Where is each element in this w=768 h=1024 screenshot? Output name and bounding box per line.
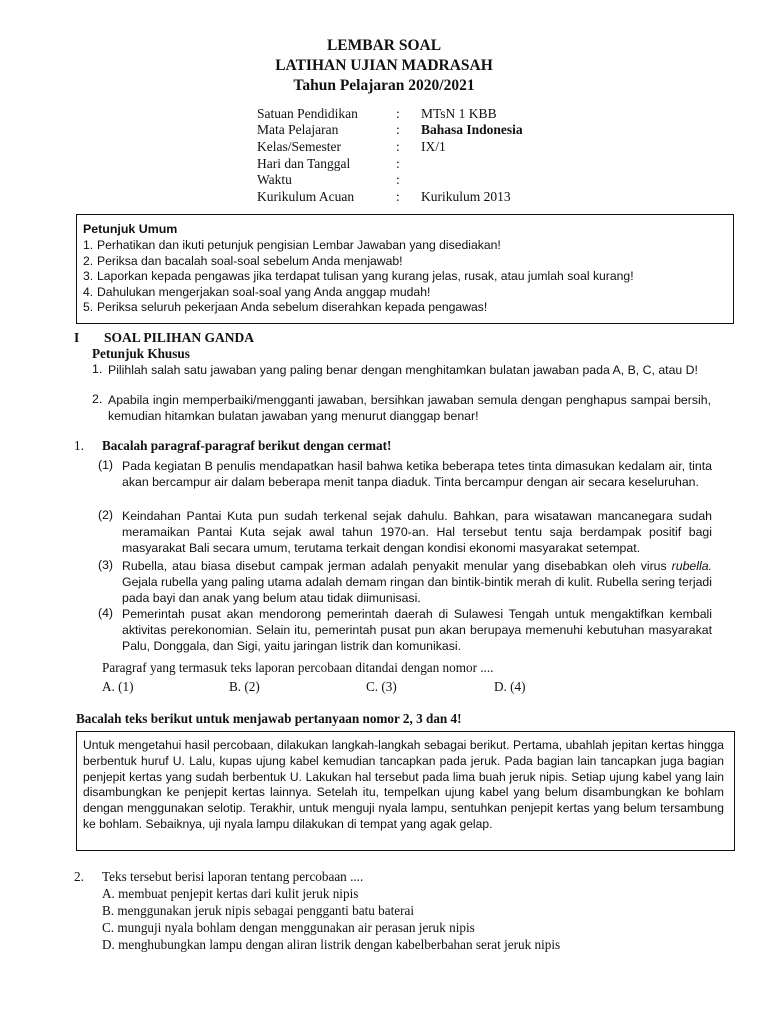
paragraph-text: Keindahan Pantai Kuta pun sudah terkenal sejak dahulu. Bahkan, para wisatawan mancanegara sudah meramaikan Pantai Kuta sejak awal tahun 1970-an. Hal tersebut tentu saja berdampak positif bagi masyarakat Bali secara umum, terutama terkait dengan kondisi ekonomi masyarakat setempat. — [122, 509, 712, 555]
general-instructions-title: Petunjuk Umum — [83, 222, 178, 236]
info-value: MTsN 1 KBB — [421, 106, 497, 121]
info-label: Satuan Pendidikan — [257, 106, 358, 121]
info-colon: : — [396, 189, 400, 204]
exam-title: LATIHAN UJIAN MADRASAH — [275, 57, 493, 74]
info-label: Hari dan Tanggal — [257, 156, 351, 171]
general-instruction-item — [83, 238, 501, 252]
reading-instruction: Bacalah teks berikut untuk menjawab pertanyaan nomor 2, 3 dan 4! — [76, 711, 462, 726]
reading-text: Untuk mengetahui hasil percobaan, dilakukan langkah-langkah sebagai berikut. Pertama, ubahlah jepitan kertas hingga berbentuk huruf U. Lalu, kupas ujung kabel kemudian tancapkan pada jeruk. Pada bagian lain tancapkan juga bagian penjepit kertas yang sudah berbentuk U. Lakukan hal tersebut pada lima buah jeruk nipis. Setiap ujung kabel yang lain disambungkan ke penjepit kertas lainnya. Setelah itu, tempelkan ujung kabel yang belum disambungkan ke bohlam dengan menggunakan selotip. Terakhir, untuk menguji nyala lampu, sentuhkan penjepit kertas yang belum tersambung ke bohlam. Sebaiknya, uji nyala lampu dilakukan di tempat yang agak gelap. — [83, 738, 724, 831]
paragraph-text-part: Gejala rubella yang paling utama adalah demam ringan dan bintik-bintik merah di kulit. Rubella sering terjadi pada bayi dan anak yang belum atau tidak diimunisasi. — [122, 575, 712, 605]
item-text: Dahulukan mengerjakan soal-soal yang Anda anggap mudah! — [97, 285, 431, 299]
answer-option-d[interactable]: D. (4) — [494, 679, 526, 694]
school-year: Tahun Pelajaran 2020/2021 — [293, 77, 475, 94]
special-instruction-text: Apabila ingin memperbaiki/mengganti jawaban, bersihkan jawaban semula dengan penghapus sampai bersih, kemudian hitamkan bulatan jawaban yang menurut dianggap benar! — [108, 393, 711, 423]
item-number: 3. — [83, 269, 94, 283]
question-text: Paragraf yang termasuk teks laporan percobaan ditandai dengan nomor .... — [102, 660, 494, 675]
paragraph-number: (3) — [98, 558, 114, 572]
question-text: Teks tersebut berisi laporan tentang percobaan .... — [102, 869, 364, 884]
item-number: 1. — [83, 238, 94, 252]
general-instruction-item — [83, 300, 487, 314]
question-instruction: Bacalah paragraf-paragraf berikut dengan cermat! — [102, 438, 392, 453]
info-colon: : — [396, 156, 400, 171]
item-text: Periksa seluruh pekerjaan Anda sebelum diserahkan kepada pengawas! — [97, 300, 488, 314]
item-text: Laporkan kepada pengawas jika terdapat tulisan yang kurang jelas, rusak, atau jumlah soal kurang! — [97, 269, 634, 283]
sheet-title: LEMBAR SOAL — [326, 37, 442, 54]
answer-option-a[interactable]: A. (1) — [102, 679, 134, 694]
paragraph-text: Pada kegiatan B penulis mendapatkan hasil bahwa ketika beberapa tetes tinta dimasukan kedalam air, tinta akan bercampur air dalam beberapa menit tanpa diaduk. Tinta bercampur dengan air secara keseluruhan. — [122, 459, 712, 489]
info-value: Bahasa Indonesia — [421, 122, 523, 137]
virus-name-italic: rubella. — [671, 559, 712, 573]
paragraph-number: (4) — [98, 606, 114, 620]
item-text: Perhatikan dan ikuti petunjuk pengisian Lembar Jawaban yang disediakan! — [97, 238, 501, 252]
paragraph-text: Pemerintah pusat akan mendorong pemerintah daerah di Sulawesi Tengah untuk mengaktifkan kembali aktivitas perekonomian. Selain itu, pemerintah pusat pun akan berupaya memenuhi kebutuhan masyarakat Palu, Donggala, dan Sigi, yaitu jaringan listrik dan komunikasi. — [122, 607, 712, 653]
paragraph-text — [122, 558, 712, 606]
answer-option-a[interactable]: A. membuat penjepit kertas dari kulit jeruk nipis — [102, 886, 359, 901]
section-roman: I — [74, 330, 80, 345]
info-colon: : — [396, 106, 400, 121]
info-colon: : — [396, 122, 400, 137]
paragraph-text-part: Rubella, atau biasa disebut campak jerman adalah penyakit menular yang disebabkan oleh virus — [122, 559, 672, 573]
answer-option-d[interactable]: D. menghubungkan lampu dengan aliran listrik dengan kabelberbahan serat jeruk nipis — [102, 937, 561, 952]
item-number: 2. — [83, 254, 94, 268]
special-instruction-text: Pilihlah salah satu jawaban yang paling benar dengan menghitamkan bulatan jawaban pada A, B, C, atau D! — [108, 363, 698, 377]
info-label: Waktu — [257, 172, 292, 187]
item-number: 4. — [83, 285, 94, 299]
general-instruction-item — [83, 285, 430, 299]
special-instruction-number: 1. — [92, 362, 103, 376]
answer-option-b[interactable]: B. (2) — [229, 679, 260, 694]
general-instruction-item — [83, 254, 403, 268]
item-number: 5. — [83, 300, 94, 314]
paragraph-number: (2) — [98, 508, 114, 522]
general-instruction-item — [83, 269, 634, 283]
question-number: 1. — [74, 438, 84, 453]
answer-option-b[interactable]: B. menggunakan jeruk nipis sebagai pengganti batu baterai — [102, 903, 415, 918]
info-value: IX/1 — [421, 139, 446, 154]
info-label: Kurikulum Acuan — [257, 189, 355, 204]
info-value: Kurikulum 2013 — [421, 189, 511, 204]
answer-option-c[interactable]: C. munguji nyala bohlam dengan menggunakan air perasan jeruk nipis — [102, 920, 475, 935]
section-title: SOAL PILIHAN GANDA — [104, 330, 255, 345]
question-number: 2. — [74, 869, 84, 884]
answer-option-c[interactable]: C. (3) — [366, 679, 397, 694]
info-label: Mata Pelajaran — [257, 122, 339, 137]
special-instructions-title: Petunjuk Khusus — [92, 346, 190, 361]
paragraph-number: (1) — [98, 458, 114, 472]
info-label: Kelas/Semester — [257, 139, 341, 154]
info-colon: : — [396, 139, 400, 154]
info-colon: : — [396, 172, 400, 187]
special-instruction-number: 2. — [92, 392, 103, 406]
item-text: Periksa dan bacalah soal-soal sebelum Anda menjawab! — [97, 254, 403, 268]
